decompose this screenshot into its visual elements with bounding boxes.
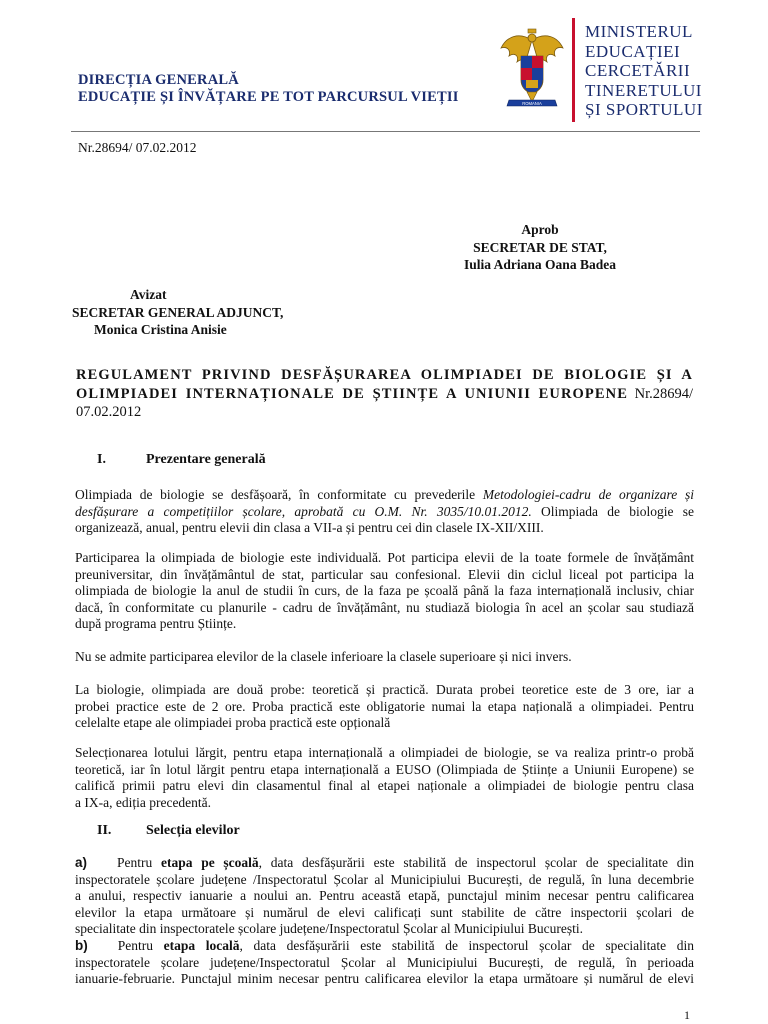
- paragraph-line: după programa pentru Științe.: [75, 616, 237, 632]
- paragraph-text: Pentru: [117, 855, 161, 870]
- paragraph-text: organizează, anual, pentru elevii din clasa a VII-a și pentru cei din clasele IX-XII/XIII.: [75, 520, 544, 536]
- endorsement-block: [72, 286, 283, 339]
- paragraph-line: celelalte etape ale olimpiadei proba practică este opțională: [75, 715, 391, 731]
- endorsement-name: Monica Cristina Anisie: [94, 322, 227, 337]
- paragraph-line: a anului, respectiv ianuarie a noului an. Pentru această etapă, punctajul minim necesar pentru calificarea: [75, 888, 694, 904]
- ministry-line: ȘI SPORTULUI: [585, 100, 703, 119]
- header-separator: [71, 131, 700, 132]
- approval-label: Aprob: [521, 222, 559, 237]
- paragraph-selection: [75, 745, 694, 811]
- endorsement-label: Avizat: [130, 287, 167, 302]
- paragraph-line: Participarea la olimpiada de biologie este individuală. Pot participa elevii de la toate formele de învățământ: [75, 550, 694, 565]
- emblem-banner-text: ROMANIA: [522, 101, 542, 106]
- paragraph-line: preuniversitar, din învățământul de stat, particular sau confesional. Elevii din ciclul liceal pot participa la: [75, 566, 694, 582]
- paragraph-restriction: [75, 649, 694, 666]
- endorsement-role: SECRETAR GENERAL ADJUNCT,: [72, 304, 284, 320]
- paragraph-participation: [75, 550, 694, 633]
- paragraph-text: Olimpiada de biologie se desfășoară, în conformitate cu prevederile: [75, 487, 483, 502]
- department-name: [78, 72, 498, 106]
- department-line-1: DIRECȚIA GENERALĂ: [78, 72, 239, 88]
- paragraph-local-stage: [75, 938, 694, 988]
- department-line-2: EDUCAȚIE ȘI ÎNVĂȚARE PE TOT PARCURSUL VIEȚII: [78, 89, 459, 105]
- paragraph-line: inspectoratele școlare județene /Inspectoratul Școlar al Municipiului București, de regulă, în luna decembrie: [75, 871, 694, 887]
- list-marker: b): [75, 938, 88, 953]
- ministry-line: EDUCAȚIEI: [585, 41, 681, 61]
- paragraph-bold: etapa locală: [163, 938, 240, 953]
- ministry-line: CERCETĂRII: [585, 61, 691, 80]
- approval-role: SECRETAR DE STAT,: [473, 239, 607, 255]
- ministry-name: [585, 22, 745, 120]
- paragraph-line: a IX-a, ediția precedentă.: [75, 794, 212, 810]
- paragraph-line: califică primii patru elevi din clasamentul final al etapei naționale a olimpiadei de biologie pentru clasa: [75, 778, 694, 794]
- paragraph-line: specialitate din inspectoratele școlare județene/Inspectoratul Școlar al Municipiului București.: [75, 921, 583, 937]
- paragraph-line: probei practice este de 2 ore. Proba practică este obligatorie numai la etapa națională a olimpiadei. Pentru: [75, 698, 694, 714]
- title-date: 07.02.2012: [76, 404, 142, 420]
- paragraph-line: elevilor la etapa următoare și numărul de elevi calificați sunt stabilite de către inspectorii școlari de: [75, 904, 694, 920]
- paragraph-line: inspectoratele școlare județene/Inspectoratul Școlar al Municipiului București, de regulă, în perioada: [75, 954, 694, 970]
- paragraph-bold: etapa pe școală: [160, 855, 259, 870]
- ministry-line: TINERETULUI: [585, 80, 702, 100]
- approval-block: [360, 221, 720, 274]
- romania-coat-of-arms-icon: [497, 26, 567, 112]
- paragraph-line: ianuarie-februarie. Punctajul minim necesar pentru calificarea elevilor la etapa următoare și numărul de elevi: [75, 971, 694, 987]
- approval-name: Iulia Adriana Oana Badea: [464, 257, 616, 272]
- section-2-title: Selecția elevilor: [146, 823, 240, 838]
- title-number: Nr.28694/: [628, 385, 694, 402]
- document-title: [76, 366, 693, 422]
- list-marker: a): [75, 855, 88, 870]
- paragraph-line: dacă, în conformitate cu planurile - cadru de învățământ, nu studiază biologia în acel an școlar sau studiază: [75, 599, 694, 615]
- section-1-number: I.: [97, 452, 106, 467]
- paragraph-text: Pentru: [117, 938, 164, 953]
- document-number: Nr.28694/ 07.02.2012: [78, 140, 197, 155]
- paragraph-text: , data desfășurării este stabilită de inspectorul școlar de specialitate din: [239, 938, 694, 953]
- paragraph-text: Olimpiada de biologie se: [531, 503, 695, 519]
- paragraph-line: La biologie, olimpiada are două probe: teoretică și practică. Durata probei teoretice este de 3 ore, iar a: [75, 682, 694, 697]
- paragraph-school-stage: [75, 855, 694, 938]
- paragraph-line: Nu se admite participarea elevilor de la clasele inferioare la clasele superioare și nici invers.: [75, 649, 572, 664]
- paragraph-text: , data desfășurării este stabilită de inspectorul școlar de specialitate din: [258, 855, 695, 870]
- section-1-title: Prezentare generală: [146, 452, 266, 467]
- paragraph-italic: Metodologiei-cadru de organizare și: [482, 487, 694, 502]
- ministry-line: MINISTERUL: [585, 22, 693, 41]
- paragraph-tests: [75, 682, 694, 732]
- ministry-divider: [572, 18, 575, 122]
- paragraph-line: teoretică, iar în lotul lărgit pentru etapa internațională a EUSO (Olimpiada de Științe a Uniunii Europene) se: [75, 761, 694, 777]
- paragraph-intro: [75, 487, 694, 537]
- title-line-2: OLIMPIADEI INTERNAȚIONALE DE ȘTIINȚE A UNIUNII EUROPENE: [76, 385, 629, 402]
- title-line-1: REGULAMENT PRIVIND DESFĂȘURAREA OLIMPIADEI DE BIOLOGIE ȘI A: [76, 367, 693, 383]
- paragraph-line: Selecționarea lotului lărgit, pentru etapa internațională a olimpiadei de biologie, se va realiza printr-o probă: [75, 745, 694, 760]
- paragraph-italic: desfășurare a competițiilor școlare, aprobată cu O.M. Nr. 3035/10.01.2012.: [75, 503, 532, 519]
- section-2-number: II.: [97, 823, 112, 838]
- page-number: 1: [684, 1008, 690, 1022]
- paragraph-line: olimpiada de biologie la anul de studii în curs, de la faza pe școală până la faza internațională inclusiv, chiar: [75, 583, 694, 599]
